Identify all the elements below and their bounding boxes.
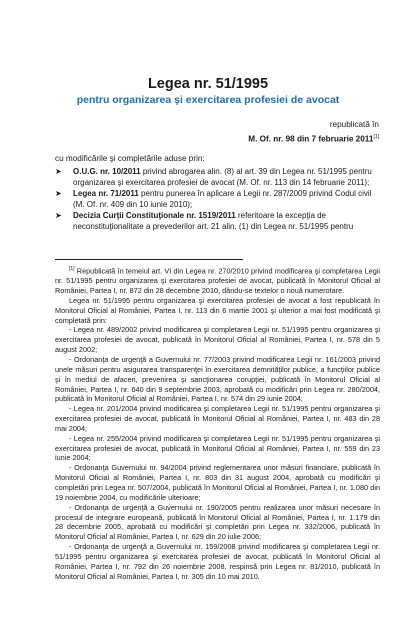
footnote-entry: - Legea nr. 489/2002 privind modificarea şi completarea Legii nr. 51/1995 pentru organizarea şi exercitarea profesiei de avocat, publicată în Monitorul Oficial al României, Partea I, nr. 578 din 5 august 2002; bbox=[55, 325, 380, 355]
footnote-ref: [1] bbox=[373, 134, 379, 140]
footnote-first-text: Republicată în temeiul art. VI din Legea nr. 270/2010 privind modificarea şi completarea Legii nr. 51/1995 pentru organizarea şi exercitarea profesiei de avocat, publicată în Monitorul Oficial al României, Partea I, nr. 872 din 28 decembrie 2010, dându-se textelor o nouă numerotare. bbox=[55, 266, 380, 296]
footnote-entry: - Ordonanţa Guvernului nr. 94/2004 privind reglementarea unor măsuri financiare, publicată în Monitorul Oficial al României, Partea I, nr. 803 din 31 august 2004, aprobată cu modificări şi completări prin Legea nr. 507/2004, publicată în Monitorul Oficial al României, Partea I, nr. 1.080 din 19 noiembrie 2004, cu modificările ulterioare; bbox=[55, 463, 380, 502]
arrow-bullet-icon: ➤ bbox=[55, 189, 62, 198]
footnote-entry: - Ordonanţa de urgenţă a Guvernului nr. 77/2003 privind modificarea Legii nr. 161/2003 privind unele măsuri pentru asigurarea transparenţei în exercitarea demnităţilor publice, a funcţiilor publice şi în mediul de afaceri, prevenirea şi sancţionarea corupţiei, publicată în Monitorul Oficial al României, Partea I, nr. 640 din 9 septembrie 2003, aprobată cu modificări prin Legea nr. 280/2004, publicată în Monitorul Oficial al României, Partea I, nr. 574 din 29 iunie 2004; bbox=[55, 355, 380, 404]
footnote-entry: - Ordonanţa de urgenţă a Guvernului nr. 190/2005 pentru realizarea unor măsuri necesare în procesul de integrare europeană, publicată în Monitorul Oficial al României, Partea I, nr. 1.179 din 28 decembrie 2005, aprobată cu modificări şi completări prin Legea nr. 332/2006, publicată în Monitorul Oficial al României, Partea I, nr. 629 din 20 iulie 2006; bbox=[55, 502, 380, 542]
arrow-bullet-icon: ➤ bbox=[55, 211, 62, 220]
footnote-mark: [1] bbox=[69, 266, 75, 272]
republication-note bbox=[248, 119, 379, 146]
item-text: privind abrogarea alin. (8) al art. 39 din Legea nr. 51/1995 pentru organizarea şi exercitarea profesiei de avocat (M. Of. nr. 113 din 14 februarie 2011); bbox=[73, 167, 372, 187]
republication-gazette bbox=[248, 131, 379, 146]
modifications-intro: cu modificările şi completările aduse prin: bbox=[55, 154, 205, 163]
footnote-second: Legea nr. 51/1995 pentru organizarea şi exercitarea profesiei de avocat a fost republicată în Monitorul Oficial al României, Partea I, nr. 113 din 6 martie 2001 şi ulterior a mai fost modificată şi completată prin: bbox=[55, 295, 380, 325]
footnote-entry: - Legea nr. 201/2004 privind modificarea şi completarea Legii nr. 51/1995 pentru organizarea şi exercitarea profesiei de avocat, publicată în Monitorul Oficial al României, Partea I, nr. 483 din 28 mai 2004; bbox=[55, 404, 380, 433]
footnote-first bbox=[55, 265, 380, 296]
republication-line1: republicată în bbox=[329, 120, 379, 129]
item-act: O.U.G. nr. 10/2011 bbox=[73, 167, 141, 176]
list-item bbox=[55, 188, 380, 210]
footnotes bbox=[55, 265, 380, 581]
footnote-divider bbox=[55, 259, 243, 260]
republication-gazette-text: M. Of. nr. 98 din 7 februarie 2011 bbox=[248, 134, 374, 144]
law-subtitle: pentru organizarea şi exercitarea profesiei de avocat bbox=[76, 94, 340, 106]
item-act: Decizia Curţii Constituţionale nr. 1519/2011 bbox=[73, 211, 236, 220]
footnote-entry: - Legea nr. 255/2004 privind modificarea şi completarea Legii nr. 51/1995 pentru organizarea şi exercitarea profesiei de avocat, publicată în Monitorul Oficial al României, Partea I, nr. 559 din 23 iunie 2004; bbox=[55, 433, 380, 463]
law-title: Legea nr. 51/1995 bbox=[147, 76, 269, 92]
modifications-list bbox=[55, 166, 380, 232]
item-act: Legea nr. 71/2011 bbox=[73, 189, 139, 198]
footnote-entry: - Ordonanţa de urgenţă a Guvernului nr. 159/2008 privind modificarea şi completarea Legii nr. 51/1995 pentru organizarea şi exercitarea profesiei de avocat, publicată în Monitorul Oficial al României, Partea I, nr. 792 din 26 noiembrie 2008, respinsă prin Legea nr. 81/2010, publicată în Monitorul Oficial al României, Partea I, nr. 305 din 10 mai 2010. bbox=[55, 542, 380, 581]
item-text: pentru punerea în aplicare a Legii nr. 287/2009 privind Codul civil (M. Of. nr. 409 din 10 iunie 2010); bbox=[73, 189, 372, 209]
list-item bbox=[55, 210, 380, 232]
arrow-bullet-icon: ➤ bbox=[55, 167, 62, 176]
list-item bbox=[55, 166, 380, 188]
item-text: referitoare la excepţia de neconstituţionalitate a prevederilor art. 21 alin. (1) din Legea nr. 51/1995 pentru bbox=[73, 211, 354, 231]
